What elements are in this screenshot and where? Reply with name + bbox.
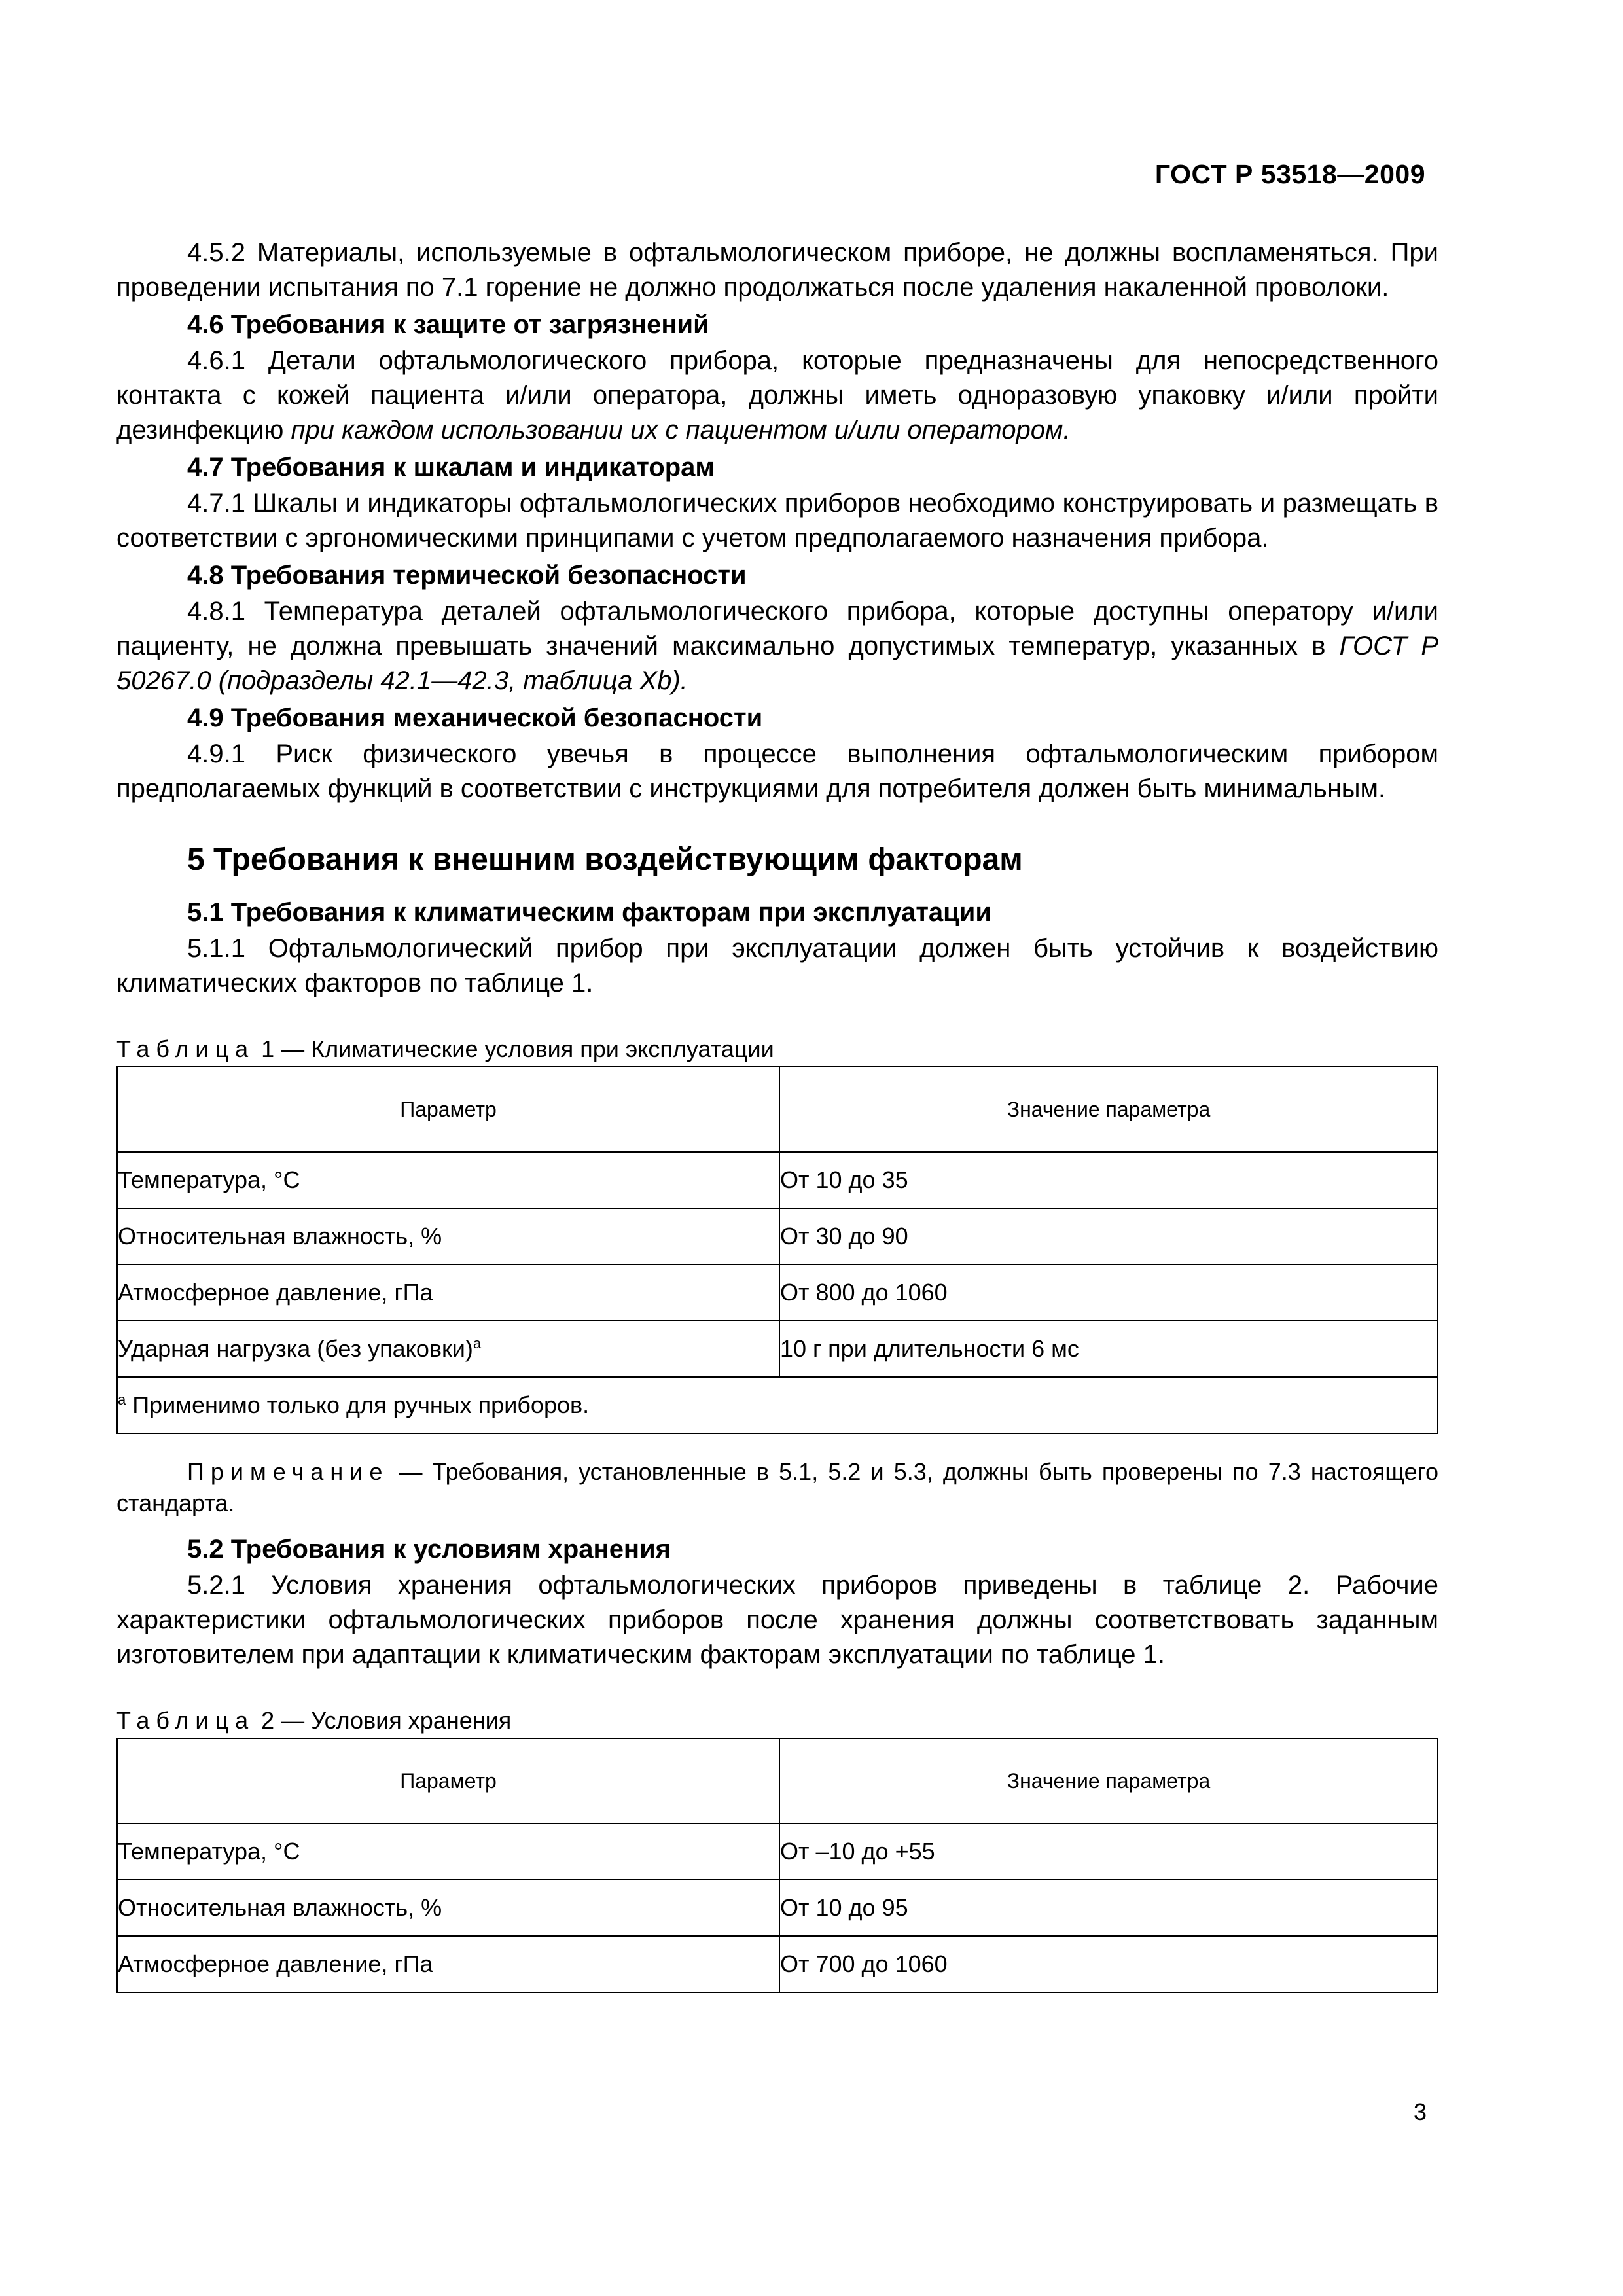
paragraph-4-8-1-italic: ГОСТ Р 50267.0 (подразделы 42.1—42.3, таблица Xb). bbox=[116, 632, 1438, 695]
table-cell: От 700 до 1060 bbox=[779, 1936, 1438, 1992]
table-cell: От 800 до 1060 bbox=[779, 1265, 1438, 1321]
table-cell: От 10 до 95 bbox=[779, 1880, 1438, 1936]
document-code: ГОСТ Р 53518—2009 bbox=[1154, 159, 1425, 189]
table-row bbox=[117, 1880, 1438, 1936]
table-cell: От –10 до +55 bbox=[779, 1823, 1438, 1880]
table-cell: Температура, °С bbox=[117, 1823, 779, 1880]
table-cell bbox=[117, 1321, 779, 1377]
paragraph-4-8-1 bbox=[116, 594, 1438, 698]
paragraph-4-6-1 bbox=[116, 344, 1438, 448]
paragraph-4-6-1-italic: при каждом использовании их с пациентом и/или оператором. bbox=[291, 416, 1071, 444]
heading-4-8: 4.8 Требования термической безопасности bbox=[187, 561, 747, 590]
table-storage-conditions bbox=[116, 1738, 1438, 1993]
table-header-cell: Параметр bbox=[117, 1738, 779, 1823]
table-header-cell: Значение параметра bbox=[779, 1067, 1438, 1152]
table-header-cell: Параметр bbox=[117, 1067, 779, 1152]
paragraph-4-9-1: 4.9.1 Риск физического увечья в процессе выполнения офтальмологическим прибором предполагаемых функций в соответствии с инструкциями для потребителя должен быть минимальным. bbox=[116, 740, 1438, 803]
table-operating-conditions bbox=[116, 1066, 1438, 1434]
footnote-marker: a bbox=[473, 1335, 482, 1352]
heading-5-2: 5.2 Требования к условиям хранения bbox=[187, 1535, 671, 1564]
note-label: Примечание bbox=[187, 1458, 389, 1485]
heading-4-6: 4.6 Требования к защите от загрязнений bbox=[187, 310, 709, 339]
table-row bbox=[117, 1936, 1438, 1992]
table-cell: От 30 до 90 bbox=[779, 1208, 1438, 1265]
table-footnote-text: Применимо только для ручных приборов. bbox=[126, 1391, 590, 1418]
table-header-cell: Значение параметра bbox=[779, 1738, 1438, 1823]
table1-caption-text: 1 — Климатические условия при эксплуатации bbox=[255, 1035, 774, 1062]
paragraph-4-7-1: 4.7.1 Шкалы и индикаторы офтальмологических приборов необходимо конструировать и размещать в соответствии с эргономическими принципами с учетом предполагаемого назначения прибора. bbox=[116, 489, 1438, 552]
note-text: — Требования, установленные в 5.1, 5.2 и 5.3, должны быть проверены по 7.3 настоящего стандарта. bbox=[116, 1458, 1438, 1516]
heading-section-5: 5 Требования к внешним воздействующим факторам bbox=[187, 842, 1023, 877]
table-cell: Атмосферное давление, гПа bbox=[117, 1265, 779, 1321]
heading-4-9: 4.9 Требования механической безопасности bbox=[187, 704, 763, 732]
heading-5-1: 5.1 Требования к климатическим факторам при эксплуатации bbox=[187, 898, 991, 927]
table-header-row bbox=[117, 1067, 1438, 1152]
table2-caption-label: Таблица bbox=[116, 1707, 255, 1734]
table-cell: 10 г при длительности 6 мс bbox=[779, 1321, 1438, 1377]
table-header-row bbox=[117, 1738, 1438, 1823]
footnote-marker: a bbox=[118, 1391, 126, 1408]
table-cell: Атмосферное давление, гПа bbox=[117, 1936, 779, 1992]
paragraph-5-2-1: 5.2.1 Условия хранения офтальмологических приборов приведены в таблице 2. Рабочие характеристики офтальмологических приборов после хранения должны соответствовать заданным изготовителем при адаптации к климатическим факторам эксплуатации по таблице 1. bbox=[116, 1571, 1438, 1669]
table-cell: От 10 до 35 bbox=[779, 1152, 1438, 1208]
table2-caption-text: 2 — Условия хранения bbox=[255, 1707, 512, 1734]
heading-4-7: 4.7 Требования к шкалам и индикаторам bbox=[187, 453, 715, 482]
page-content bbox=[116, 236, 1438, 1993]
paragraph-5-1-1: 5.1.1 Офтальмологический прибор при эксплуатации должен быть устойчив к воздействию климатических факторов по таблице 1. bbox=[116, 934, 1438, 997]
table-row bbox=[117, 1208, 1438, 1265]
table-row bbox=[117, 1152, 1438, 1208]
table1-caption-label: Таблица bbox=[116, 1035, 255, 1062]
table-row bbox=[117, 1265, 1438, 1321]
table-cell: Относительная влажность, % bbox=[117, 1880, 779, 1936]
paragraph-4-5-2: 4.5.2 Материалы, используемые в офтальмологическом приборе, не должны воспламеняться. При проведении испытания по 7.1 горение не должно продолжаться после удаления накаленной проволоки. bbox=[116, 238, 1438, 302]
table-cell: Температура, °С bbox=[117, 1152, 779, 1208]
paragraph-4-8-1-text: 4.8.1 Температура деталей офтальмологического прибора, которые доступны оператору и/или пациенту, не должна превышать значений максимально допустимых температур, указанных в bbox=[116, 597, 1438, 660]
paragraph-4-6-1-text: 4.6.1 Детали офтальмологического прибора, которые предназначены для непосредственного контакта с кожей пациента и/или оператора, должны иметь одноразовую упаковку и/или пройти дезинфекцию bbox=[116, 346, 1438, 444]
note-paragraph bbox=[116, 1456, 1438, 1519]
table-row bbox=[117, 1321, 1438, 1377]
table2-caption bbox=[116, 1706, 1438, 1735]
table-cell: Относительная влажность, % bbox=[117, 1208, 779, 1265]
table-footnote-row bbox=[117, 1377, 1438, 1433]
table-row bbox=[117, 1823, 1438, 1880]
table-cell-text: Ударная нагрузка (без упаковки) bbox=[118, 1335, 473, 1362]
page-number: 3 bbox=[1413, 2098, 1427, 2125]
table1-caption bbox=[116, 1035, 1438, 1064]
table-footnote bbox=[117, 1377, 1438, 1433]
